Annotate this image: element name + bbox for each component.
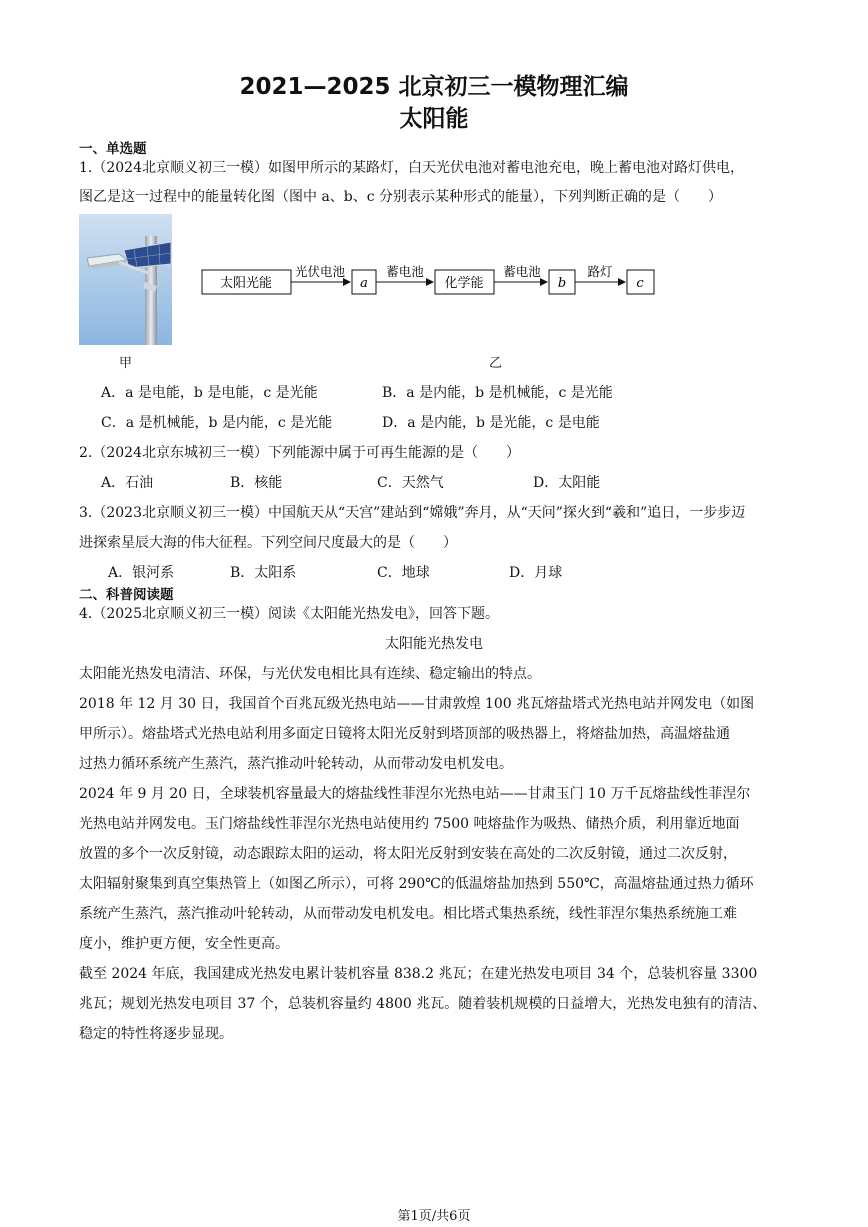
q1-stem-line1: 1.（2024北京顺义初三一模）如图甲所示的某路灯，白天光伏电池对蓄电池充电，晚上蓄电池对路灯供电， — [79, 160, 744, 176]
page-footer: 第1页/共6页 — [397, 1209, 471, 1224]
energy-conversion-diagram — [195, 258, 665, 304]
q1-option-c: C．a 是机械能，b 是内能，c 是光能 — [101, 415, 333, 431]
q2-option-c: C．天然气 — [377, 475, 444, 491]
article-line: 稳定的特性将逐步显现。 — [79, 1026, 233, 1042]
diagram-arrow-label-4: 路灯 — [587, 264, 613, 279]
article-line: 太阳辐射聚集到真空集热管上（如图乙所示），可将 290℃的低温熔盐加热到 550℃，高温熔盐通过热力循环 — [79, 876, 754, 892]
article-line: 过热力循环系统产生蒸汽，蒸汽推动叶轮转动，从而带动发电机发电。 — [79, 756, 513, 772]
q1-option-a: A．a 是电能，b 是电能，c 是光能 — [101, 385, 318, 401]
article-line: 兆瓦；规划光热发电项目 37 个，总装机容量约 4800 兆瓦。随着装机规模的日益增大，光热发电独有的清洁、 — [79, 996, 767, 1012]
diagram-label-chem: 化学能 — [444, 276, 484, 291]
diagram-arrow-label-2: 蓄电池 — [386, 264, 424, 279]
diagram-arrow-label-1: 光伏电池 — [294, 264, 346, 279]
article-title: 太阳能光热发电 — [385, 636, 483, 652]
diagram-label-b: b — [557, 276, 567, 291]
article-line: 2018 年 12 月 30 日，我国首个百兆瓦级光热电站——甘肃敦煌 100 兆瓦熔盐塔式光热电站并网发电（如图 — [79, 696, 755, 712]
q3-option-c: C．地球 — [377, 565, 430, 581]
q2-option-b: B．核能 — [230, 475, 283, 491]
article-line: 2024 年 9 月 20 日，全球装机容量最大的熔盐线性菲涅尔光热电站——甘肃玉门 10 万千瓦熔盐线性菲涅尔 — [79, 786, 751, 802]
diagram-label-a: a — [360, 276, 368, 291]
q3-stem-line2: 进探索星辰大海的伟大征程。下列空间尺度最大的是（ ） — [79, 535, 457, 551]
q3-stem-line1: 3.（2023北京顺义初三一模）中国航天从“天宫”建站到“嫦娥”奔月，从“天问”探火到“羲和”追日，一步步迈 — [79, 505, 746, 521]
q3-option-a: A．银河系 — [108, 565, 175, 581]
section-reading: 二、科普阅读题 — [79, 587, 174, 603]
q1-stem-line2: 图乙是这一过程中的能量转化图（图中 a、b、c 分别表示某种形式的能量），下列判断正确的是（ ） — [79, 189, 723, 205]
q1-option-d: D．a 是内能，b 是光能，c 是电能 — [382, 415, 600, 431]
q2-option-a: A．石油 — [101, 475, 154, 491]
street-lamp-photo — [79, 214, 172, 345]
q2-option-d: D．太阳能 — [533, 475, 601, 491]
article-line: 甲所示）。熔盐塔式光热电站利用多面定日镜将太阳光反射到塔顶部的吸热器上，将熔盐加热，高温熔盐通 — [79, 726, 730, 742]
article-line: 光热电站并网发电。玉门熔盐线性菲涅尔光热电站使用约 7500 吨熔盐作为吸热、储热介质，利用靠近地面 — [79, 816, 740, 832]
article-line: 放置的多个一次反射镜，动态跟踪太阳的运动，将太阳光反射到安装在高处的二次反射镜，通过二次反射， — [79, 846, 737, 862]
caption-jia: 甲 — [119, 356, 133, 371]
diagram-label-solar: 太阳光能 — [219, 276, 273, 291]
section-single-choice: 一、单选题 — [79, 141, 147, 157]
caption-yi: 乙 — [489, 356, 503, 371]
q3-option-d: D．月球 — [509, 565, 563, 581]
article-line: 度小，维护更方便，安全性更高。 — [79, 936, 289, 952]
q2-stem: 2.（2024北京东城初三一模）下列能源中属于可再生能源的是（ ） — [79, 445, 520, 461]
document-title: 2021—2025 北京初三一模物理汇编 — [239, 74, 629, 100]
q3-option-b: B．太阳系 — [230, 565, 297, 581]
q4-stem: 4.（2025北京顺义初三一模）阅读《太阳能光热发电》，回答下题。 — [79, 606, 499, 622]
diagram-arrow-label-3: 蓄电池 — [503, 264, 541, 279]
article-line: 截至 2024 年底，我国建成光热发电累计装机容量 838.2 兆瓦；在建光热发电项目 34 个，总装机容量 3300 — [79, 966, 758, 982]
document-subtitle: 太阳能 — [399, 106, 469, 132]
q1-option-b: B．a 是内能，b 是机械能，c 是光能 — [382, 385, 613, 401]
article-line: 太阳能光热发电清洁、环保，与光伏发电相比具有连续、稳定输出的特点。 — [79, 666, 541, 682]
article-line: 系统产生蒸汽，蒸汽推动叶轮转动，从而带动发电机发电。相比塔式集热系统，线性菲涅尔集热系统施工难 — [79, 906, 737, 922]
diagram-label-c: c — [636, 276, 644, 291]
